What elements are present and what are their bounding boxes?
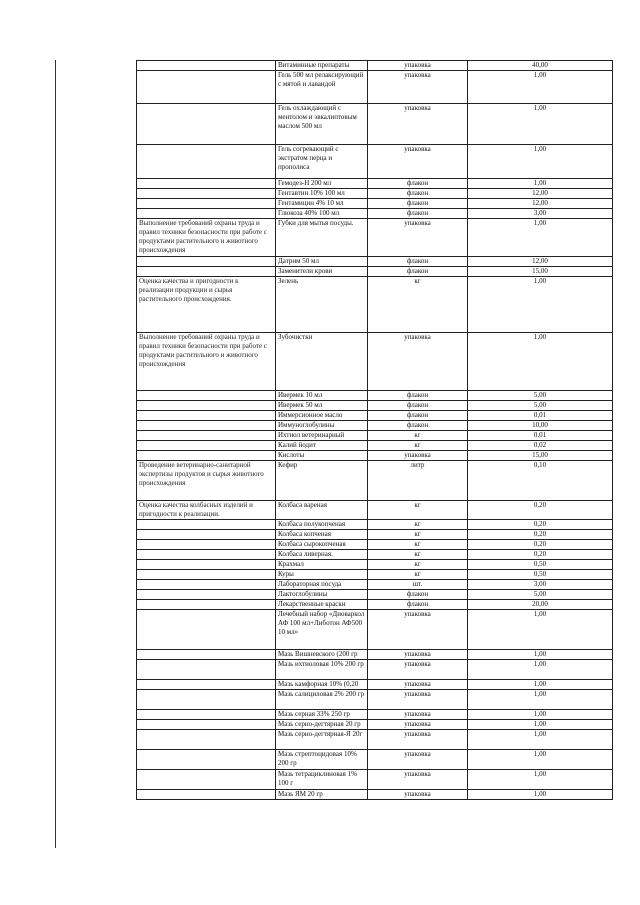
- activity-cell: [137, 690, 276, 710]
- table-row: [137, 660, 613, 680]
- table-row: [137, 560, 613, 570]
- quantity-cell: 3,00: [468, 209, 613, 219]
- quantity-cell: 0,10: [468, 461, 613, 501]
- table-row: [137, 790, 613, 800]
- quantity-cell: 0,01: [468, 431, 613, 441]
- activity-cell: [137, 61, 276, 71]
- quantity-cell: 1,00: [468, 720, 613, 730]
- quantity-cell: 1,00: [468, 790, 613, 800]
- item-name-cell: Гель согревающий с экстратом перца и прополиса: [276, 145, 368, 179]
- unit-cell: упаковка: [368, 333, 468, 391]
- unit-cell: кг: [368, 540, 468, 550]
- unit-cell: флакон: [368, 411, 468, 421]
- unit-cell: упаковка: [368, 610, 468, 650]
- activity-cell: Оценка качества и пригодности к реализации продукции и сырья растительного происхождения.: [137, 277, 276, 333]
- quantity-cell: 0,02: [468, 441, 613, 451]
- item-name-cell: Гель 500 мл релаксирующий с мятой и лавандой: [276, 71, 368, 104]
- table-row: [137, 451, 613, 461]
- unit-cell: кг: [368, 570, 468, 580]
- item-name-cell: Мазь камфорная 10% (0,20: [276, 680, 368, 690]
- quantity-cell: 1,00: [468, 660, 613, 680]
- activity-cell: [137, 104, 276, 145]
- activity-cell: Выполнение требований охраны труда и правил техники безопасности при работе с продуктами растительного и животного происхождения: [137, 333, 276, 391]
- activity-cell: [137, 431, 276, 441]
- unit-cell: флакон: [368, 189, 468, 199]
- table-row: [137, 530, 613, 540]
- item-name-cell: Колбаса вареная: [276, 501, 368, 520]
- item-name-cell: Колбаса полукопченая: [276, 520, 368, 530]
- quantity-cell: 0,20: [468, 540, 613, 550]
- unit-cell: упаковка: [368, 660, 468, 680]
- unit-cell: кг: [368, 277, 468, 333]
- unit-cell: флакон: [368, 600, 468, 610]
- activity-cell: [137, 71, 276, 104]
- item-name-cell: Иммерсионное масло: [276, 411, 368, 421]
- item-name-cell: Датрим 50 мл: [276, 257, 368, 267]
- table-row: [137, 520, 613, 530]
- item-name-cell: Мазь салициловая 2% 200 гр: [276, 690, 368, 710]
- left-margin-line: [55, 60, 56, 848]
- quantity-cell: 0,20: [468, 530, 613, 540]
- quantity-cell: 0,01: [468, 411, 613, 421]
- unit-cell: упаковка: [368, 730, 468, 750]
- table-row: [137, 104, 613, 145]
- table-row: [137, 257, 613, 267]
- quantity-cell: 0,20: [468, 520, 613, 530]
- quantity-cell: 1,00: [468, 219, 613, 257]
- unit-cell: флакон: [368, 391, 468, 401]
- activity-cell: [137, 520, 276, 530]
- item-name-cell: Мазь тетрациклиновая 1% 100 г: [276, 770, 368, 790]
- unit-cell: упаковка: [368, 720, 468, 730]
- table-row: [137, 650, 613, 660]
- activity-cell: [137, 257, 276, 267]
- item-name-cell: Крахмал: [276, 560, 368, 570]
- table-row: [137, 720, 613, 730]
- quantity-cell: 1,00: [468, 650, 613, 660]
- unit-cell: упаковка: [368, 61, 468, 71]
- unit-cell: флакон: [368, 267, 468, 277]
- unit-cell: упаковка: [368, 219, 468, 257]
- activity-cell: [137, 720, 276, 730]
- unit-cell: литр: [368, 461, 468, 501]
- item-name-cell: Гентамицин 4% 10 мл: [276, 199, 368, 209]
- unit-cell: упаковка: [368, 71, 468, 104]
- unit-cell: кг: [368, 431, 468, 441]
- quantity-cell: 1,00: [468, 730, 613, 750]
- unit-cell: упаковка: [368, 451, 468, 461]
- activity-cell: [137, 790, 276, 800]
- activity-cell: [137, 550, 276, 560]
- quantity-cell: 3,00: [468, 580, 613, 590]
- quantity-cell: 1,00: [468, 179, 613, 189]
- table-row: [137, 570, 613, 580]
- unit-cell: флакон: [368, 590, 468, 600]
- table-row: [137, 391, 613, 401]
- quantity-cell: 15,00: [468, 267, 613, 277]
- item-name-cell: Колбаса сырокопченая: [276, 540, 368, 550]
- unit-cell: кг: [368, 530, 468, 540]
- unit-cell: кг: [368, 441, 468, 451]
- table-row: [137, 277, 613, 333]
- unit-cell: кг: [368, 550, 468, 560]
- item-name-cell: Мазь ихтиоловая 10% 200 гр: [276, 660, 368, 680]
- table-row: [137, 179, 613, 189]
- activity-cell: [137, 530, 276, 540]
- table-row: [137, 267, 613, 277]
- table-row: [137, 219, 613, 257]
- table-row: [137, 441, 613, 451]
- unit-cell: упаковка: [368, 650, 468, 660]
- table-row: [137, 421, 613, 431]
- quantity-cell: 5,00: [468, 391, 613, 401]
- table-row: [137, 770, 613, 790]
- quantity-cell: 40,00: [468, 61, 613, 71]
- quantity-cell: 1,00: [468, 610, 613, 650]
- item-name-cell: Зубочистки: [276, 333, 368, 391]
- table-row: [137, 710, 613, 720]
- table-row: [137, 730, 613, 750]
- unit-cell: упаковка: [368, 104, 468, 145]
- activity-cell: [137, 600, 276, 610]
- item-name-cell: Мазь серно-дегтярная 20 гр: [276, 720, 368, 730]
- unit-cell: упаковка: [368, 790, 468, 800]
- quantity-cell: 1,00: [468, 333, 613, 391]
- item-name-cell: Заменители крови: [276, 267, 368, 277]
- item-name-cell: Мазь серная 33% 250 гр: [276, 710, 368, 720]
- item-name-cell: Колбаса копченая: [276, 530, 368, 540]
- quantity-cell: 12,00: [468, 199, 613, 209]
- activity-cell: [137, 730, 276, 750]
- table-row: [137, 580, 613, 590]
- item-name-cell: Ивермек 50 мл: [276, 401, 368, 411]
- activity-cell: Проведение ветеринарно-санитарной экспертизы продуктов и сырья животного происхождения: [137, 461, 276, 501]
- item-name-cell: Зелень: [276, 277, 368, 333]
- activity-cell: [137, 401, 276, 411]
- quantity-cell: 1,00: [468, 71, 613, 104]
- unit-cell: кг: [368, 520, 468, 530]
- activity-cell: [137, 267, 276, 277]
- unit-cell: флакон: [368, 209, 468, 219]
- table-row: [137, 401, 613, 411]
- item-name-cell: Ивермек 10 мл: [276, 391, 368, 401]
- activity-cell: [137, 441, 276, 451]
- item-name-cell: Лекарственные краски: [276, 600, 368, 610]
- quantity-cell: 1,00: [468, 145, 613, 179]
- quantity-cell: 1,00: [468, 750, 613, 770]
- activity-cell: [137, 145, 276, 179]
- unit-cell: флакон: [368, 421, 468, 431]
- quantity-cell: 1,00: [468, 277, 613, 333]
- unit-cell: упаковка: [368, 710, 468, 720]
- item-name-cell: Мазь серно-дегтярная-Я 20г: [276, 730, 368, 750]
- unit-cell: флакон: [368, 179, 468, 189]
- table-row: [137, 61, 613, 71]
- activity-cell: [137, 750, 276, 770]
- activity-cell: [137, 570, 276, 580]
- item-name-cell: Лабораторная посуда: [276, 580, 368, 590]
- table-row: [137, 461, 613, 501]
- activity-cell: [137, 209, 276, 219]
- table-row: [137, 501, 613, 520]
- activity-cell: [137, 411, 276, 421]
- table-row: [137, 540, 613, 550]
- quantity-cell: 1,00: [468, 770, 613, 790]
- table-row: [137, 71, 613, 104]
- table-row: [137, 145, 613, 179]
- item-name-cell: Калий йодит: [276, 441, 368, 451]
- activity-cell: [137, 179, 276, 189]
- quantity-cell: 12,00: [468, 257, 613, 267]
- table-row: [137, 550, 613, 560]
- table-row: [137, 431, 613, 441]
- activity-cell: [137, 451, 276, 461]
- item-name-cell: Гентавтин 10% 100 мл: [276, 189, 368, 199]
- activity-cell: [137, 199, 276, 209]
- item-name-cell: Иммуноглобулины: [276, 421, 368, 431]
- unit-cell: упаковка: [368, 145, 468, 179]
- table-row: [137, 333, 613, 391]
- item-name-cell: Мазь стрептоцидовая 10% 200 гр: [276, 750, 368, 770]
- table-row: [137, 610, 613, 650]
- item-name-cell: Гемодез-Н 200 мл: [276, 179, 368, 189]
- item-name-cell: Кефир: [276, 461, 368, 501]
- quantity-cell: 1,00: [468, 104, 613, 145]
- unit-cell: флакон: [368, 199, 468, 209]
- table-row: [137, 590, 613, 600]
- quantity-cell: 0,20: [468, 501, 613, 520]
- unit-cell: флакон: [368, 257, 468, 267]
- table-row: [137, 600, 613, 610]
- quantity-cell: 20,00: [468, 600, 613, 610]
- activity-cell: [137, 680, 276, 690]
- activity-cell: Выполнение требований охраны труда и правил техники безопасности при работе с продуктами растительного и животного происхождения: [137, 219, 276, 257]
- quantity-cell: 1,00: [468, 710, 613, 720]
- item-name-cell: Куры: [276, 570, 368, 580]
- activity-cell: [137, 590, 276, 600]
- unit-cell: упаковка: [368, 770, 468, 790]
- table-row: [137, 411, 613, 421]
- item-name-cell: Колбаса ливерная.: [276, 550, 368, 560]
- unit-cell: шт.: [368, 580, 468, 590]
- activity-cell: [137, 189, 276, 199]
- table-row: [137, 199, 613, 209]
- activity-cell: Оценка качества колбасных изделий и пригодности к реализации.: [137, 501, 276, 520]
- supplies-table-body: [137, 61, 613, 800]
- table-row: [137, 189, 613, 199]
- item-name-cell: Кислоты: [276, 451, 368, 461]
- supplies-table: [136, 60, 613, 800]
- activity-cell: [137, 580, 276, 590]
- table-row: [137, 750, 613, 770]
- item-name-cell: Мазь Вишневского (200 гр: [276, 650, 368, 660]
- item-name-cell: Ихтиол ветеринарный: [276, 431, 368, 441]
- quantity-cell: 0,50: [468, 560, 613, 570]
- activity-cell: [137, 650, 276, 660]
- activity-cell: [137, 560, 276, 570]
- quantity-cell: 0,20: [468, 550, 613, 560]
- item-name-cell: Мазь ЯМ 20 гр: [276, 790, 368, 800]
- item-name-cell: Губки для мытья посуды.: [276, 219, 368, 257]
- quantity-cell: 12,00: [468, 189, 613, 199]
- quantity-cell: 5,00: [468, 401, 613, 411]
- table-row: [137, 209, 613, 219]
- unit-cell: упаковка: [368, 680, 468, 690]
- table-row: [137, 690, 613, 710]
- quantity-cell: 1,00: [468, 690, 613, 710]
- item-name-cell: Гель охлаждающий с ментолом и эвкалиптовым маслом 500 мл: [276, 104, 368, 145]
- quantity-cell: 5,00: [468, 590, 613, 600]
- quantity-cell: 0,50: [468, 570, 613, 580]
- activity-cell: [137, 391, 276, 401]
- quantity-cell: 1,00: [468, 680, 613, 690]
- activity-cell: [137, 540, 276, 550]
- unit-cell: кг: [368, 501, 468, 520]
- table-row: [137, 680, 613, 690]
- unit-cell: упаковка: [368, 750, 468, 770]
- unit-cell: кг: [368, 560, 468, 570]
- quantity-cell: 15,00: [468, 451, 613, 461]
- quantity-cell: 10,00: [468, 421, 613, 431]
- activity-cell: [137, 660, 276, 680]
- activity-cell: [137, 421, 276, 431]
- item-name-cell: Лактоглобулины: [276, 590, 368, 600]
- unit-cell: флакон: [368, 401, 468, 411]
- activity-cell: [137, 770, 276, 790]
- unit-cell: упаковка: [368, 690, 468, 710]
- item-name-cell: Лечебный набор «Диоваркол АФ 100 мл+Либотон АФ500 10 мл»: [276, 610, 368, 650]
- item-name-cell: Витаминные препараты: [276, 61, 368, 71]
- item-name-cell: Глюкоза 40% 100 мл: [276, 209, 368, 219]
- activity-cell: [137, 610, 276, 650]
- activity-cell: [137, 710, 276, 720]
